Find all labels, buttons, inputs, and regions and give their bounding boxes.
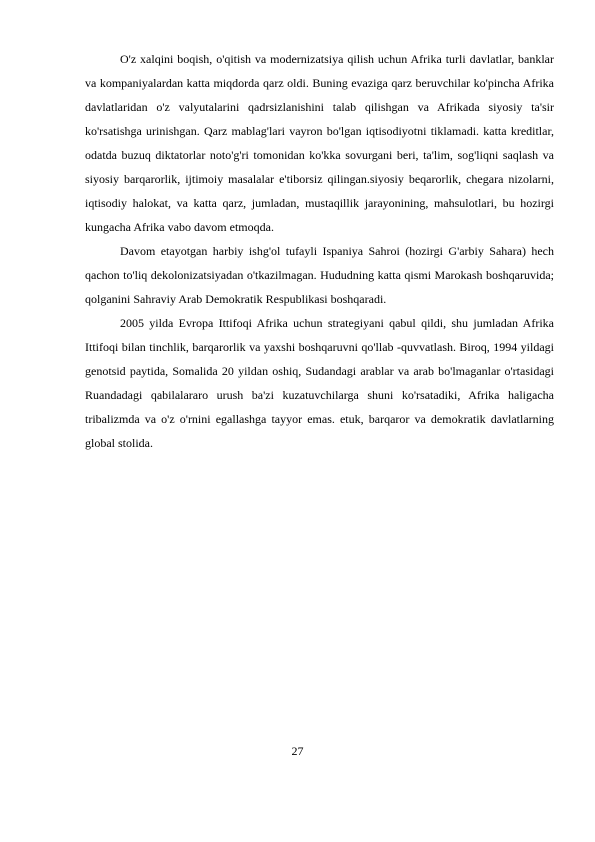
paragraph-1: O'z xalqini boqish, o'qitish va modernizatsiya qilish uchun Afrika turli davlatlar, banklar va kompaniyalardan katta miqdorda qarz oldi. Buning evaziga qarz beruvchilar ko'pincha Afrika davlatlaridan o'z valyutalarini qadrsizlanishini talab qilishgan va Afrikada siyosiy ta'sir ko'rsatishga urinishgan. Qarz mablag'lari vayron bo'lgan iqtisodiyotni tiklamadi. katta kreditlar, odatda buzuq diktatorlar noto'g'ri tomonidan ko'kka sovurgani beri, ta'lim, sog'liqni saqlash va siyosiy barqarorlik, ijtimoiy masalalar e'tiborsiz qilingan.siyosiy beqarorlik, chegara nizolarni, iqtisodiy halokat, va katta qarz, jumladan, mustaqillik jarayonining, mahsulotlari, bu hozirgi kungacha Afrika vabo davom etmoqda. xyxy=(85,52,554,234)
body-text xyxy=(85,47,554,455)
page-number: 27 xyxy=(291,744,304,758)
paragraph-2: Davom etayotgan harbiy ishg'ol tufayli Ispaniya Sahroi (hozirgi G'arbiy Sahara) hech qachon to'liq dekolonizatsiyadan o'tkazilmagan. Hududning katta qismi Marokash boshqaruvida; qolganini Sahraviy Arab Demokratik Respublikasi boshqaradi. xyxy=(85,244,554,306)
paragraph-3: 2005 yilda Evropa Ittifoqi Afrika uchun strategiyani qabul qildi, shu jumladan Afrika Ittifoqi bilan tinchlik, barqarorlik va yaxshi boshqaruvni qo'llab -quvvatlash. Biroq, 1994 yildagi genotsid paytida, Somalida 20 yildan oshiq, Sudandagi arablar va arab bo'lmaganlar o'rtasidagi Ruandadagi qabilalararo urush ba'zi kuzatuvchilarga shuni ko'rsatadiki, Afrika haligacha tribalizmda va o'z o'rnini egallashga tayyor emas. etuk, barqaror va demokratik davlatlarning global stolida. xyxy=(85,316,554,450)
